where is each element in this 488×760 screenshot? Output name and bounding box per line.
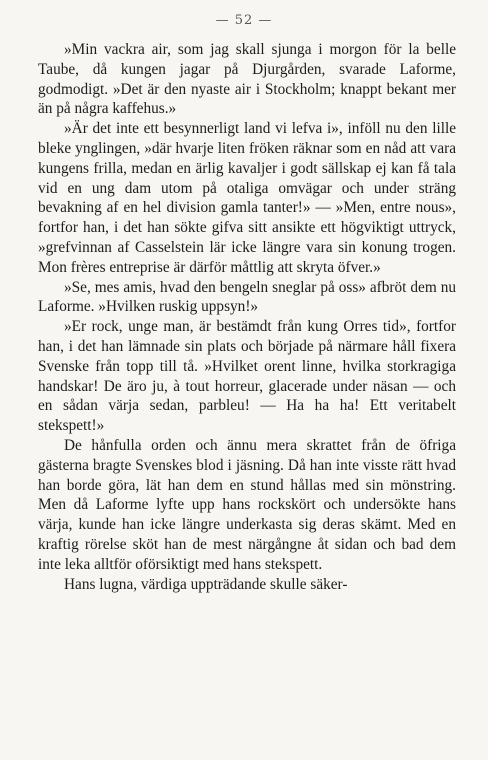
paragraph: »Min vackra air, som jag skall sjunga i morgon för la belle Taube, då kungen jagar på Djurgården, svarade Laforme, godmodigt. »Det är den nyaste air i Stockholm; knappt bekant mer än på några kaffehus.» xyxy=(38,41,456,118)
paragraph: »Er rock, unge man, är bestämdt från kung Orres tid», fortfor han, i det han lämnade sin plats och började på närmare håll fixera Svenske från topp till tå. »Hvilket orent linne, hvilka storkragiga handskar! De äro ju, à tout horreur, glacerade under näsan — och en sådan värja sedan, parbleu! — Ha ha ha! Ett veritabelt stekspett!» xyxy=(38,318,456,435)
paragraph: »Är det inte ett besynnerligt land vi lefva i», inföll nu den lille bleke ynglingen, »där hvarje liten fröken räknar som en nåd att vara kungens frilla, medan en ärlig kavaljer i godt sällskap ej kan få tala vid en ung dam utom på otaliga omvägar och under sträng bevakning af en hel division gamla tanter!» — »Men, entre nous», fortfor han, i det han sökte gifva sitt ansikte ett högviktigt uttryck, »grefvinnan af Casselstein lär icke längre vara sin konung trogen. Mon frères entreprise är därför måttlig att skryta öfver.» xyxy=(38,120,456,276)
paragraph: Hans lugna, värdiga uppträdande skulle säker- xyxy=(64,575,348,593)
paragraph: »Se, mes amis, hvad den bengeln sneglar på oss» afbröt dem nu Laforme. »Hvilken ruskig uppsyn!» xyxy=(38,278,456,316)
paragraph: De hånfulla orden och ännu mera skrattet från de öfriga gästerna bragte Svenskes blod i jäsning. Då han inte visste rätt hvad han borde göra, lät han dem en stund hållas med sin mönstring. Men då Laforme lyfte upp hans rockskört och undersökte hans värja, kunde han icke längre underkasta sig deras skämt. Med en kraftig rörelse sköt han de mest närgångne åt sidan och bad dem inte leka alltför oförsiktigt med hans stekspett. xyxy=(38,436,456,573)
body-text xyxy=(38,40,456,594)
page-number: — 52 — xyxy=(215,13,273,28)
